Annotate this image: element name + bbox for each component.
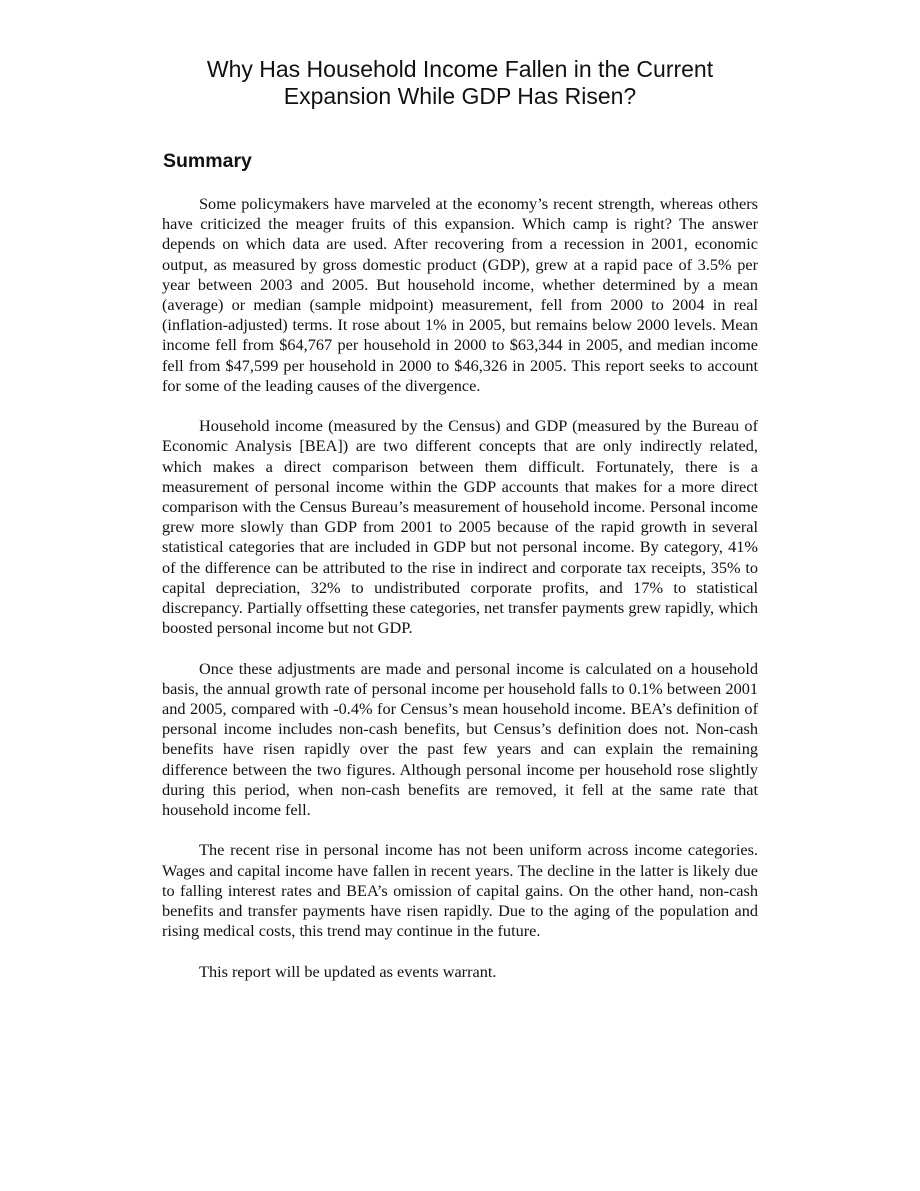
summary-paragraph: The recent rise in personal income has not been uniform across income categories. Wages and capital income have fallen in recent years. The decline in the latter is likely due to falling interest rates and BEA’s omission of capital gains. On the other hand, non-cash benefits and transfer payments have risen rapidly. Due to the aging of the population and rising medical costs, this trend may continue in the future.: [162, 840, 758, 941]
document-title: Why Has Household Income Fallen in the Current Expansion While GDP Has Risen?: [206, 56, 714, 109]
summary-paragraph: This report will be updated as events warrant.: [199, 961, 497, 981]
summary-body: [162, 194, 758, 1002]
summary-paragraph: Once these adjustments are made and personal income is calculated on a household basis, the annual growth rate of personal income per household falls to 0.1% between 2001 and 2005, compared with -0.4% for Census’s mean household income. BEA’s definition of personal income includes non-cash benefits, but Census’s definition does not. Non-cash benefits have risen rapidly over the past few years and can explain the remaining difference between the two figures. Although personal income per household rose slightly during this period, when non-cash benefits are removed, it fell at the same rate that household income fell.: [162, 658, 758, 820]
summary-paragraph: Some policymakers have marveled at the economy’s recent strength, whereas others have criticized the meager fruits of this expansion. Which camp is right? The answer depends on which data are used. After recovering from a recession in 2001, economic output, as measured by gross domestic product (GDP), grew at a rapid pace of 3.5% per year between 2003 and 2005. But household income, whether determined by a mean (average) or median (sample midpoint) measurement, fell from 2000 to 2004 in real (inflation-adjusted) terms. It rose about 1% in 2005, but remains below 2000 levels. Mean income fell from $64,767 per household in 2000 to $63,344 in 2005, and median income fell from $47,599 per household in 2000 to $46,326 in 2005. This report seeks to account for some of the leading causes of the divergence.: [162, 194, 758, 395]
summary-heading: Summary: [163, 150, 252, 172]
summary-paragraph: Household income (measured by the Census) and GDP (measured by the Bureau of Economic Analysis [BEA]) are two different concepts that are only indirectly related, which makes a direct comparison between them difficult. Fortunately, there is a measurement of personal income within the GDP accounts that makes for a more direct comparison with the Census Bureau’s measurement of household income. Personal income grew more slowly than GDP from 2001 to 2005 because of the rapid growth in several statistical categories that are included in GDP but not personal income. By category, 41% of the difference can be attributed to the rise in indirect and corporate tax receipts, 35% to capital depreciation, 32% to undistributed corporate profits, and 17% to statistical discrepancy. Partially offsetting these categories, net transfer payments grew rapidly, which boosted personal income but not GDP.: [162, 416, 758, 638]
